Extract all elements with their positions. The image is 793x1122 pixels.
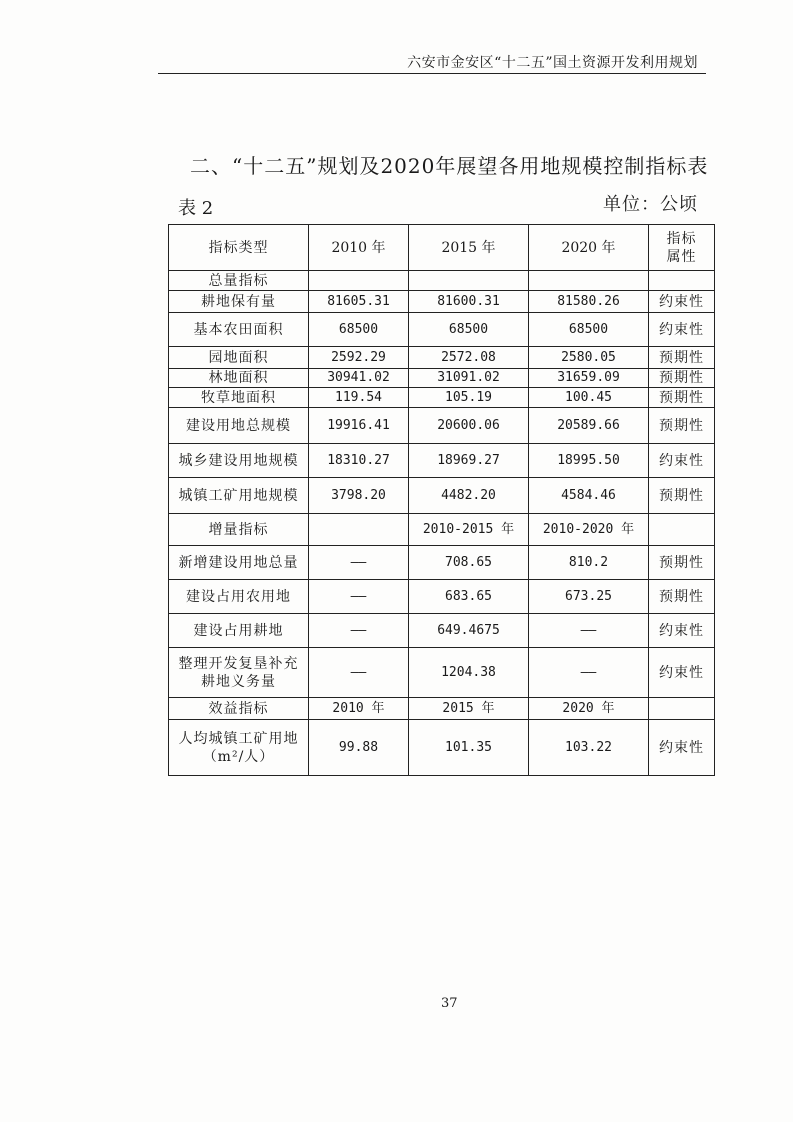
value-2010-cell: 119.54 — [309, 388, 409, 408]
value-2015-cell: 20600.06 — [409, 408, 529, 444]
header-attribute-line2: 属性 — [666, 248, 697, 265]
value-2015-cell: 105.19 — [409, 388, 529, 408]
page-number: 37 — [441, 996, 458, 1011]
indicator-type-cell — [169, 369, 309, 388]
value-2015-cell: 31091.02 — [409, 369, 529, 388]
value-2020-cell — [529, 271, 649, 291]
indicator-type-text-line2: 耕地义务量 — [201, 673, 276, 690]
section-title: 二、“十二五”规划及2020年展望各用地规模控制指标表 — [190, 154, 709, 178]
indicator-attribute-cell — [649, 514, 715, 546]
table-row — [169, 720, 715, 776]
value-2010-cell: 81605.31 — [309, 291, 409, 313]
indicator-attribute-cell: 预期性 — [649, 546, 715, 580]
table-row — [169, 614, 715, 648]
indicator-attribute-cell: 预期性 — [649, 369, 715, 388]
indicator-attribute-cell: 预期性 — [649, 408, 715, 444]
indicator-type-cell — [169, 388, 309, 408]
indicator-type-cell — [169, 720, 309, 776]
indicator-type-cell — [169, 408, 309, 444]
value-2015-cell: 18969.27 — [409, 444, 529, 478]
value-2010-cell: —— — [309, 546, 409, 580]
indicator-attribute-cell: 预期性 — [649, 347, 715, 369]
value-2010-cell: 2592.29 — [309, 347, 409, 369]
indicator-attribute-cell: 约束性 — [649, 648, 715, 698]
value-2015-cell: 4482.20 — [409, 478, 529, 514]
value-2010-cell: —— — [309, 580, 409, 614]
table-row — [169, 580, 715, 614]
indicator-type-cell — [169, 313, 309, 347]
value-2015-cell: 1204.38 — [409, 648, 529, 698]
value-2015-cell: 68500 — [409, 313, 529, 347]
table-row — [169, 388, 715, 408]
value-2020-cell: —— — [529, 648, 649, 698]
value-2010-cell: 19916.41 — [309, 408, 409, 444]
indicator-type-text: 新增建设用地总量 — [178, 554, 299, 571]
indicator-type-cell — [169, 546, 309, 580]
indicator-type-text: 林地面积 — [208, 370, 269, 386]
value-2020-cell: 2020 年 — [529, 698, 649, 720]
header-2010: 2010 年 — [309, 225, 409, 271]
indicator-type-text: 建设占用农用地 — [186, 588, 291, 605]
table-row — [169, 408, 715, 444]
indicator-attribute-cell: 预期性 — [649, 478, 715, 514]
indicator-table — [168, 224, 715, 776]
value-2020-cell: 100.45 — [529, 388, 649, 408]
indicator-type-cell — [169, 478, 309, 514]
value-2015-cell: 81600.31 — [409, 291, 529, 313]
value-2010-cell — [309, 271, 409, 291]
indicator-attribute-cell — [649, 271, 715, 291]
indicator-type-cell — [169, 347, 309, 369]
indicator-type-text: 城乡建设用地规模 — [178, 452, 299, 469]
value-2015-cell: 708.65 — [409, 546, 529, 580]
table-row — [169, 648, 715, 698]
value-2020-cell: 18995.50 — [529, 444, 649, 478]
table-header-row — [169, 225, 715, 271]
header-attribute-line1: 指标 — [666, 230, 697, 247]
indicator-type-text: 整理开发复垦补充 — [178, 655, 299, 672]
table-row — [169, 514, 715, 546]
indicator-type-text: 总量指标 — [208, 272, 269, 289]
indicator-type-text: 城镇工矿用地规模 — [178, 487, 299, 504]
value-2020-cell: 20589.66 — [529, 408, 649, 444]
indicator-type-text: 园地面积 — [208, 349, 269, 366]
indicator-attribute-cell: 约束性 — [649, 614, 715, 648]
header-2015: 2015 年 — [409, 225, 529, 271]
value-2020-cell: 2010-2020 年 — [529, 514, 649, 546]
table-row — [169, 313, 715, 347]
indicator-type-text: 基本农田面积 — [193, 321, 284, 338]
table-row — [169, 698, 715, 720]
indicator-type-cell — [169, 614, 309, 648]
header-type: 指标类型 — [169, 225, 309, 271]
table-row — [169, 444, 715, 478]
indicator-attribute-cell: 约束性 — [649, 313, 715, 347]
table-row — [169, 271, 715, 291]
indicator-type-cell — [169, 444, 309, 478]
value-2020-cell: 4584.46 — [529, 478, 649, 514]
value-2015-cell: 101.35 — [409, 720, 529, 776]
indicator-type-text-line2: （m²/人） — [202, 748, 275, 765]
header-2020: 2020 年 — [529, 225, 649, 271]
value-2015-cell — [409, 271, 529, 291]
indicator-attribute-cell — [649, 698, 715, 720]
table-row — [169, 291, 715, 313]
indicator-type-cell — [169, 580, 309, 614]
header-attribute — [649, 225, 715, 271]
value-2020-cell: 81580.26 — [529, 291, 649, 313]
value-2010-cell: 18310.27 — [309, 444, 409, 478]
table-row — [169, 478, 715, 514]
value-2010-cell — [309, 514, 409, 546]
running-header: 六安市金安区“十二五”国土资源开发利用规划 — [407, 55, 698, 71]
value-2010-cell: 30941.02 — [309, 369, 409, 388]
indicator-attribute-cell: 约束性 — [649, 291, 715, 313]
value-2015-cell: 2572.08 — [409, 347, 529, 369]
table-row — [169, 369, 715, 388]
value-2020-cell: 103.22 — [529, 720, 649, 776]
unit-label: 单位：公顷 — [603, 194, 698, 215]
table-row — [169, 347, 715, 369]
value-2010-cell: —— — [309, 614, 409, 648]
indicator-attribute-cell: 预期性 — [649, 580, 715, 614]
value-2020-cell: —— — [529, 614, 649, 648]
indicator-type-text: 耕地保有量 — [201, 293, 276, 310]
value-2015-cell: 649.4675 — [409, 614, 529, 648]
value-2015-cell: 683.65 — [409, 580, 529, 614]
indicator-type-text: 建设占用耕地 — [193, 622, 284, 639]
indicator-type-cell — [169, 648, 309, 698]
value-2010-cell: 68500 — [309, 313, 409, 347]
indicator-type-text: 建设用地总规模 — [186, 417, 291, 434]
value-2020-cell: 2580.05 — [529, 347, 649, 369]
indicator-type-cell — [169, 698, 309, 720]
indicator-type-text: 人均城镇工矿用地 — [178, 730, 299, 747]
value-2010-cell: 99.88 — [309, 720, 409, 776]
value-2010-cell: —— — [309, 648, 409, 698]
value-2020-cell: 31659.09 — [529, 369, 649, 388]
header-rule — [158, 73, 706, 74]
value-2010-cell: 2010 年 — [309, 698, 409, 720]
indicator-attribute-cell: 约束性 — [649, 720, 715, 776]
indicator-attribute-cell: 预期性 — [649, 388, 715, 408]
table-row — [169, 546, 715, 580]
indicator-type-cell — [169, 291, 309, 313]
value-2020-cell: 673.25 — [529, 580, 649, 614]
value-2015-cell: 2010-2015 年 — [409, 514, 529, 546]
value-2020-cell: 68500 — [529, 313, 649, 347]
value-2010-cell: 3798.20 — [309, 478, 409, 514]
indicator-type-text: 牧草地面积 — [201, 389, 276, 406]
indicator-attribute-cell: 约束性 — [649, 444, 715, 478]
table-label: 表 2 — [178, 198, 214, 219]
indicator-type-text: 增量指标 — [208, 521, 269, 538]
value-2015-cell: 2015 年 — [409, 698, 529, 720]
indicator-type-cell — [169, 271, 309, 291]
indicator-type-text: 效益指标 — [208, 700, 269, 717]
value-2020-cell: 810.2 — [529, 546, 649, 580]
indicator-type-cell — [169, 514, 309, 546]
